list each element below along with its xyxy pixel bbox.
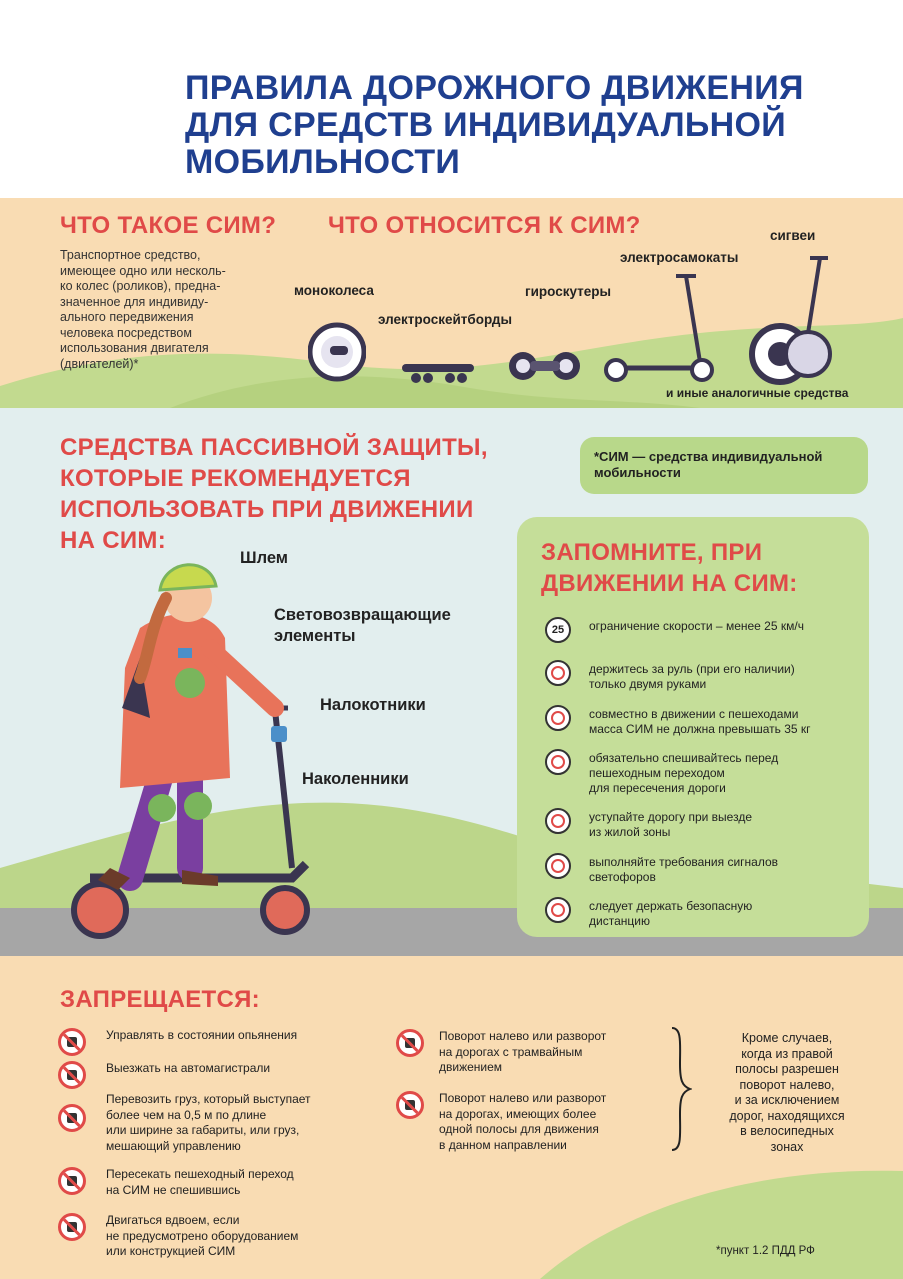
label-line: элементы	[274, 627, 356, 645]
what-is-sim-heading: ЧТО ТАКОЕ СИМ?	[60, 212, 277, 239]
rule-text	[589, 899, 859, 929]
prohibition-line: Пересекать пешеходный переход	[106, 1167, 294, 1181]
sim-abbreviation-note	[580, 437, 868, 494]
prohibitions-section	[0, 956, 903, 1279]
prohibition-line: Двигаться вдвоем, если	[106, 1213, 240, 1227]
speed-limit-icon: 25	[545, 617, 571, 643]
prohibited-heading: ЗАПРЕЩАЕТСЯ:	[60, 986, 260, 1013]
passive-protection-heading	[60, 432, 530, 556]
rule-line: масса СИМ не должна превышать 35 кг	[589, 722, 811, 736]
page-title	[185, 70, 885, 181]
label-line: Световозвращающие	[274, 606, 451, 624]
prohibition-line: мешающий управлению	[106, 1138, 241, 1153]
segway-icon	[748, 254, 834, 386]
prohibition-text	[106, 1092, 311, 1154]
prohibition-line: на дорогах, имеющих более	[439, 1106, 597, 1121]
hoverboard-label: гироскутеры	[525, 284, 612, 299]
rule-line: дистанцию	[589, 914, 650, 928]
prohibition-text	[439, 1029, 606, 1076]
helmet-label: Шлем	[240, 549, 289, 567]
skateboard-icon	[400, 362, 476, 384]
exception-line: Кроме случаев,	[741, 1031, 833, 1045]
exception-line: дорог, находящихся	[729, 1108, 845, 1123]
exception-line: полосы разрешен	[735, 1062, 839, 1076]
rule-line: пешеходным переходом	[589, 766, 725, 780]
segway-label: сигвеи	[770, 228, 816, 243]
sim-definition-section	[0, 198, 903, 408]
other-devices-note: и иные аналогичные средства	[666, 386, 849, 400]
scooter-label: электросамокаты	[620, 250, 739, 265]
steering-wheel-icon	[545, 660, 571, 686]
rule-text	[589, 662, 859, 692]
rule-line: из жилой зоны	[589, 825, 671, 839]
no-alcohol-icon	[58, 1028, 86, 1056]
exception-line: когда из правой	[741, 1046, 833, 1061]
exception-line: и за исключением	[734, 1093, 840, 1107]
prohibition-line: Поворот налево или разворот	[439, 1029, 607, 1043]
heading-line: ЗАПОМНИТЕ, ПРИ	[541, 539, 763, 566]
title-line: ПРАВИЛА ДОРОЖНОГО ДВИЖЕНИЯ	[185, 69, 804, 107]
prohibition-line: или ширине за габариты, или груз,	[106, 1123, 300, 1137]
prohibition-line: Управлять в состоянии опьянения	[106, 1028, 298, 1042]
title-line: МОБИЛЬНОСТИ	[185, 143, 461, 181]
heading-line: НА СИМ:	[60, 527, 166, 554]
definition-line: (двигателей)*	[60, 356, 139, 371]
rule-text	[589, 810, 859, 840]
title-line: ДЛЯ СРЕДСТВ ИНДИВИДУАЛЬНОЙ	[185, 106, 786, 144]
rule-text	[589, 855, 859, 885]
knee-pads-label: Наколенники	[302, 770, 409, 788]
prohibition-line: в данном направлении	[439, 1137, 567, 1152]
prohibition-line: или конструкцией СИМ	[106, 1244, 236, 1258]
prohibition-line: Выезжать на автомагистрали	[106, 1061, 271, 1075]
residential-zone-icon	[545, 808, 571, 834]
definition-line: имеющее одно или несколь-	[60, 263, 226, 278]
definition-line: значенное для индивиду-	[60, 294, 209, 309]
prohibition-text	[106, 1028, 297, 1044]
rule-text	[589, 751, 859, 796]
definition-line: использования двигателя	[60, 341, 209, 355]
definition-line: ального передвижения	[60, 310, 194, 324]
definition-line: ко колес (роликов), предна-	[60, 279, 221, 293]
heading-line: ИСПОЛЬЗОВАТЬ ПРИ ДВИЖЕНИИ	[60, 496, 474, 523]
rule-text	[589, 707, 859, 737]
exception-line: поворот налево,	[739, 1077, 835, 1092]
no-highway-icon	[58, 1061, 86, 1089]
prohibition-text	[439, 1091, 606, 1153]
rule-line: совместно в движении с пешеходами	[589, 707, 799, 721]
no-cargo-icon	[58, 1104, 86, 1132]
prohibition-line: Перевозить груз, который выступает	[106, 1092, 311, 1106]
rule-line: держитесь за руль (при его наличии)	[589, 662, 795, 676]
heading-line: СРЕДСТВА ПАССИВНОЙ ЗАЩИТЫ,	[60, 434, 488, 461]
remember-heading	[541, 537, 798, 599]
electric-scooter-icon	[602, 270, 720, 385]
exceptions-text	[712, 1031, 862, 1155]
legal-footnote: *пункт 1.2 ПДД РФ	[716, 1245, 815, 1257]
prohibition-line: Поворот налево или разворот	[439, 1091, 607, 1105]
rule-line: уступайте дорогу при выезде	[589, 810, 753, 824]
rule-line: следует держать безопасную	[589, 899, 753, 913]
rule-line: ограничение скорости – менее 25 км/ч	[589, 619, 804, 633]
skateboard-label: электроскейтборды	[378, 312, 512, 327]
prohibition-line: более чем на 0,5 м по длине	[106, 1107, 267, 1122]
prohibition-line: одной полосы для движения	[439, 1122, 599, 1136]
prohibition-text	[106, 1061, 270, 1077]
passive-protection-section	[0, 408, 903, 956]
definition-line: Транспортное средство,	[60, 248, 201, 262]
rule-line: только двумя руками	[589, 677, 707, 691]
monowheel-label: моноколеса	[294, 283, 374, 298]
sim-types-heading: ЧТО ОТНОСИТСЯ К СИМ?	[328, 212, 641, 239]
prohibition-line: движением	[439, 1060, 503, 1074]
heading-line: КОТОРЫЕ РЕКОМЕНДУЕТСЯ	[60, 465, 411, 492]
no-left-turn-multilane-icon	[396, 1091, 424, 1119]
note-line: *СИМ — средства индивидуальной	[594, 449, 823, 464]
curly-brace-icon	[668, 1024, 692, 1154]
hoverboard-icon	[508, 348, 582, 384]
remember-rules-box	[517, 517, 869, 937]
exception-line: в велосипедных	[740, 1124, 834, 1138]
exception-line: зонах	[770, 1139, 804, 1154]
rule-line: выполняйте требования сигналов	[589, 855, 779, 869]
prohibition-text	[106, 1213, 298, 1260]
no-riding-crossing-icon	[58, 1167, 86, 1195]
scooter-rider-illustration	[70, 548, 320, 948]
elbow-pads-label: Налокотники	[320, 696, 426, 714]
definition-line: человека посредством	[60, 325, 192, 340]
no-two-riders-icon	[58, 1213, 86, 1241]
distance-icon	[545, 897, 571, 923]
prohibition-line: на дорогах с трамвайным	[439, 1044, 583, 1059]
rule-line: обязательно спешивайтесь перед	[589, 751, 779, 765]
pedestrian-crossing-icon	[545, 749, 571, 775]
prohibition-line: не предусмотрено оборудованием	[106, 1228, 299, 1243]
prohibition-line: на СИМ не спешившись	[106, 1182, 241, 1197]
rule-text	[589, 619, 859, 634]
prohibition-text	[106, 1167, 294, 1198]
heading-line: ДВИЖЕНИИ НА СИМ:	[541, 570, 798, 597]
monowheel-icon	[308, 316, 366, 382]
sim-definition-text	[60, 248, 260, 372]
no-left-turn-tram-icon	[396, 1029, 424, 1057]
weight-icon	[545, 705, 571, 731]
rule-line: для пересечения дороги	[589, 781, 726, 795]
note-line: мобильности	[594, 465, 681, 480]
traffic-light-icon	[545, 853, 571, 879]
rule-line: светофоров	[589, 870, 656, 884]
